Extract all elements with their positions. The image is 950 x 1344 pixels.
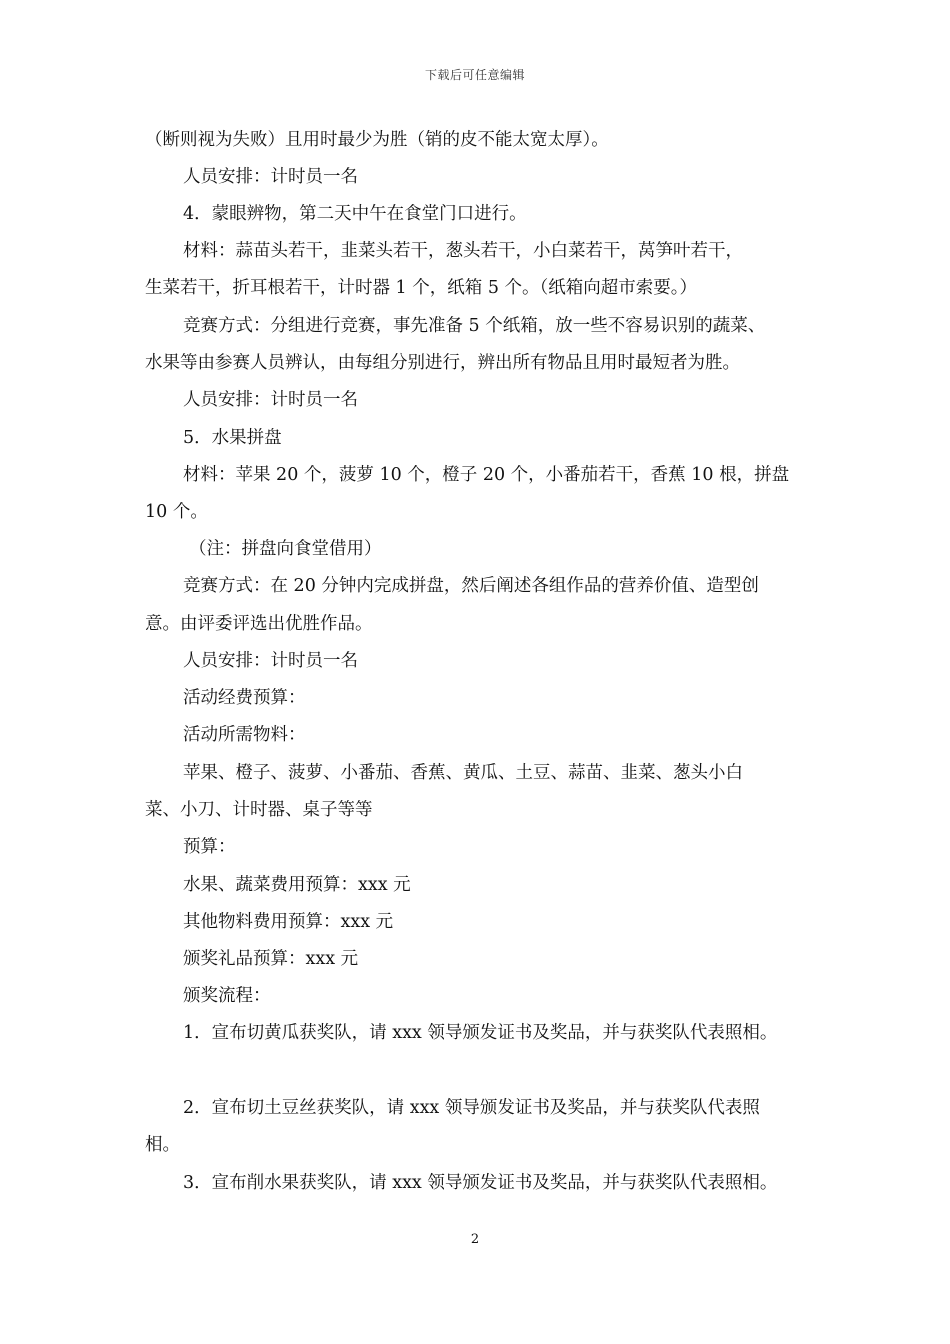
section-heading: 5．水果拼盘 [183, 428, 282, 448]
paragraph-line: （断则视为失败）且用时最少为胜（销的皮不能太宽太厚）。 [145, 130, 609, 150]
paragraph-line: 活动经费预算： [183, 688, 306, 708]
paragraph-line: 预算： [183, 837, 236, 857]
paragraph-line: 相。 [145, 1135, 180, 1155]
paragraph-line: 活动所需物料： [183, 725, 306, 745]
paragraph-line: 2．宣布切土豆丝获奖队，请 xxx 领导颁发证书及奖品，并与获奖队代表照 [183, 1098, 760, 1118]
paragraph-line: 生菜若干，折耳根若干，计时器 1 个，纸箱 5 个。（纸箱向超市索要。） [145, 278, 698, 298]
paragraph-line: 3．宣布削水果获奖队，请 xxx 领导颁发证书及奖品，并与获奖队代表照相。 [183, 1173, 778, 1193]
paragraph-line: 意。由评委评选出优胜作品。 [145, 614, 373, 634]
paragraph-line: 1．宣布切黄瓜获奖队，请 xxx 领导颁发证书及奖品，并与获奖队代表照相。 [183, 1023, 778, 1043]
paragraph-line: 菜、小刀、计时器、桌子等等 [145, 800, 373, 820]
section-heading: 4．蒙眼辨物，第二天中午在食堂门口进行。 [183, 204, 527, 224]
paragraph-line: 苹果、橙子、菠萝、小番茄、香蕉、黄瓜、土豆、蒜苗、韭菜、葱头小白 [183, 763, 743, 783]
paragraph-line: 人员安排：计时员一名 [183, 167, 358, 187]
page-number: 2 [470, 1232, 480, 1247]
paragraph-line: 竞赛方式：在 20 分钟内完成拼盘，然后阐述各组作品的营养价值、造型创 [183, 576, 759, 596]
paragraph-line: 水果、蔬菜费用预算：xxx 元 [183, 875, 411, 895]
paragraph-line: 10 个。 [145, 502, 208, 522]
paragraph-line: 人员安排：计时员一名 [183, 651, 358, 671]
paragraph-line: 水果等由参赛人员辨认，由每组分别进行，辨出所有物品且用时最短者为胜。 [145, 353, 740, 373]
paragraph-line: 材料：苹果 20 个，菠萝 10 个，橙子 20 个，小番茄若干，香蕉 10 根，拼盘 [183, 465, 790, 485]
paragraph-line: 竞赛方式：分组进行竞赛，事先准备 5 个纸箱，放一些不容易识别的蔬菜、 [183, 316, 766, 336]
page-header: 下载后可任意编辑 [424, 68, 525, 82]
paragraph-line: 颁奖礼品预算：xxx 元 [183, 949, 359, 969]
paragraph-line: 颁奖流程： [183, 986, 271, 1006]
note-line: （注：拼盘向食堂借用） [189, 539, 382, 559]
paragraph-line: 人员安排：计时员一名 [183, 390, 358, 410]
paragraph-line: 其他物料费用预算：xxx 元 [183, 912, 394, 932]
paragraph-line: 材料：蒜苗头若干，韭菜头若干，葱头若干，小白菜若干，莴笋叶若干， [183, 241, 743, 261]
